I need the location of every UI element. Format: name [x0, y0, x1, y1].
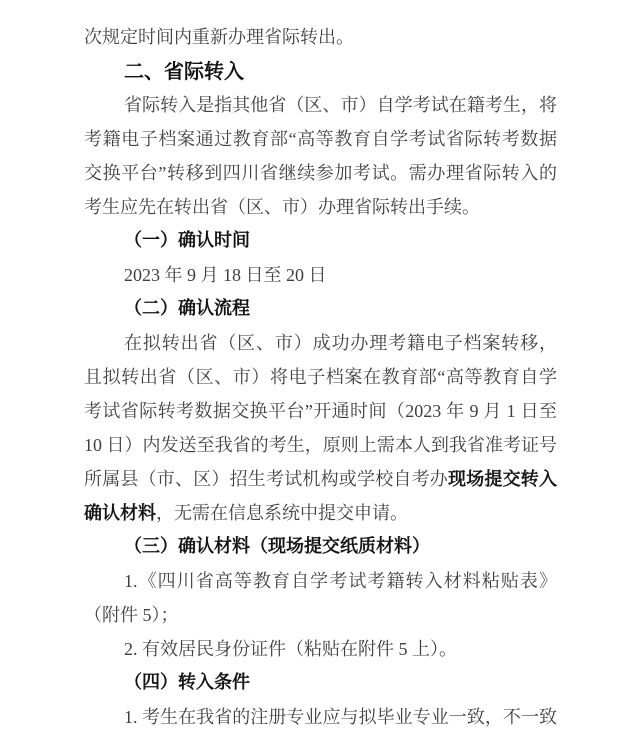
paragraph-intro-line-1: 省际转入是指其他省（区、市）自学考试在籍考生，将: [124, 95, 557, 115]
process-line-5-text: 所属县（市、区）招生考试机构或学校自考办: [84, 469, 448, 489]
subsection-heading-transfer-in-conditions: （四）转入条件: [124, 672, 250, 693]
condition-item-1-line-1: 1. 考生在我省的注册专业应与拟毕业专业一致，不一致: [124, 707, 557, 727]
paragraph-process-line-5: [84, 462, 557, 496]
confirm-time-date-range: 2023 年 9 月 18 日至 20 日: [124, 265, 327, 285]
process-line-6-text: ，无需在信息系统中提交申请。: [156, 503, 408, 523]
material-item-1-line-1: 1.《四川省高等教育自学考试考籍转入材料粘贴表》: [124, 571, 557, 591]
subsection-heading-confirm-process: （二）确认流程: [124, 298, 250, 319]
paragraph-intro-line-3: 交换平台”转移到四川省继续参加考试。需办理省际转入的: [84, 163, 557, 183]
paragraph-continuation-line: 次规定时间内重新办理省际转出。: [84, 27, 354, 47]
paragraph-process-line-1: 在拟转出省（区、市）成功办理考籍电子档案转移，: [124, 333, 557, 353]
paragraph-intro-line-2: 考籍电子档案通过教育部“高等教育自学考试省际转考数据: [84, 129, 557, 149]
subsection-heading-confirm-time: （一）确认时间: [124, 230, 250, 251]
paragraph-process-line-4: 10 日）内发送至我省的考生，原则上需本人到我省准考证号: [84, 435, 557, 455]
section-heading-inter-provincial-transfer-in: 二、省际转入: [124, 59, 244, 83]
paragraph-process-line-6: [84, 496, 557, 530]
subsection-heading-confirm-materials: （三）确认材料（现场提交纸质材料）: [124, 536, 430, 557]
material-item-1-line-2: （附件 5）；: [84, 605, 179, 625]
onsite-submit-emphasis-part-2: 确认材料: [84, 503, 156, 524]
material-item-2: 2. 有效居民身份证件（粘贴在附件 5 上）。: [124, 639, 457, 659]
paragraph-intro-line-4: 考生应先在转出省（区、市）办理省际转出手续。: [84, 197, 480, 217]
paragraph-process-line-3: 考试省际转考数据交换平台”开通时间（2023 年 9 月 1 日至: [84, 401, 557, 421]
paragraph-process-line-2: 且拟转出省（区、市）将电子档案在教育部“高等教育自学: [84, 367, 557, 387]
onsite-submit-emphasis-part-1: 现场提交转入: [448, 469, 557, 490]
